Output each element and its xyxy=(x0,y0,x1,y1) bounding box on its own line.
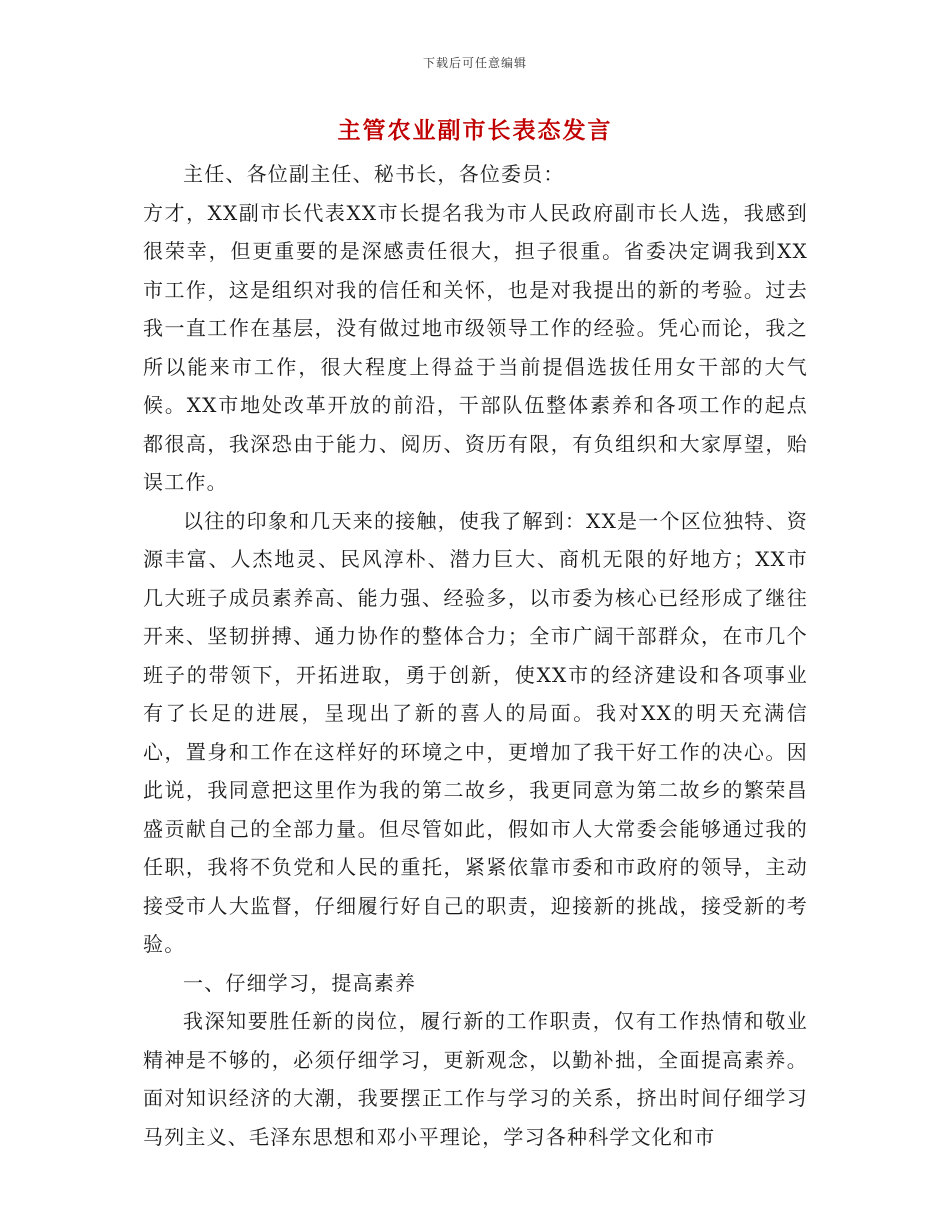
paragraph-3: 我深知要胜任新的岗位，履行新的工作职责，仅有工作热情和敬业精神是不够的，必须仔细学习，更新观念，以勤补拙，全面提高素养。面对知识经济的大潮，我要摆正工作与学习的关系，挤出时间仔细学习马列主义、毛泽东思想和邓小平理论，学习各种科学文化和市 xyxy=(143,1009,808,1149)
document-title: 主管农业副市长表态发言 xyxy=(337,118,613,144)
section-heading-1: 一、仔细学习，提高素养 xyxy=(183,970,417,995)
salutation: 主任、各位副主任、秘书长，各位委员： xyxy=(183,162,565,186)
paragraph-1: 方才，XX副市长代表XX市长提名我为市人民政府副市长人选，我感到很荣幸，但更重要的是深感责任很大，担子很重。省委决定调我到XX市工作，这是组织对我的信任和关怀，也是对我提出的新的考验。过去我一直工作在基层，没有做过地市级领导工作的经验。凭心而论，我之所以能来市工作，很大程度上得益于当前提倡选拔任用女干部的大气候。XX市地处改革开放的前沿，干部队伍整体素养和各项工作的起点都很高，我深恐由于能力、阅历、资历有限，有负组织和大家厚望，贻误工作。 xyxy=(143,200,808,494)
header-note: 下载后可任意编辑 xyxy=(422,56,527,70)
paragraph-2: 以往的印象和几天来的接触，使我了解到：XX是一个区位独特、资源丰富、人杰地灵、民风淳朴、潜力巨大、商机无限的好地方；XX市几大班子成员素养高、能力强、经验多，以市委为核心已经形成了继往开来、坚韧拼搏、通力协作的整体合力；全市广阔干部群众，在市几个班子的带领下，开拓进取，勇于创新，使XX市的经济建设和各项事业有了长足的进展，呈现出了新的喜人的局面。我对XX的明天充满信心，置身和工作在这样好的环境之中，更增加了我干好工作的决心。因此说，我同意把这里作为我的第二故乡，我更同意为第二故乡的繁荣昌盛贡献自己的全部力量。但尽管如此，假如市人大常委会能够通过我的任职，我将不负党和人民的重托，紧紧依靠市委和市政府的领导，主动接受市人大监督，仔细履行好自己的职责，迎接新的挑战，接受新的考验。 xyxy=(143,508,808,956)
document-body xyxy=(143,155,808,1156)
